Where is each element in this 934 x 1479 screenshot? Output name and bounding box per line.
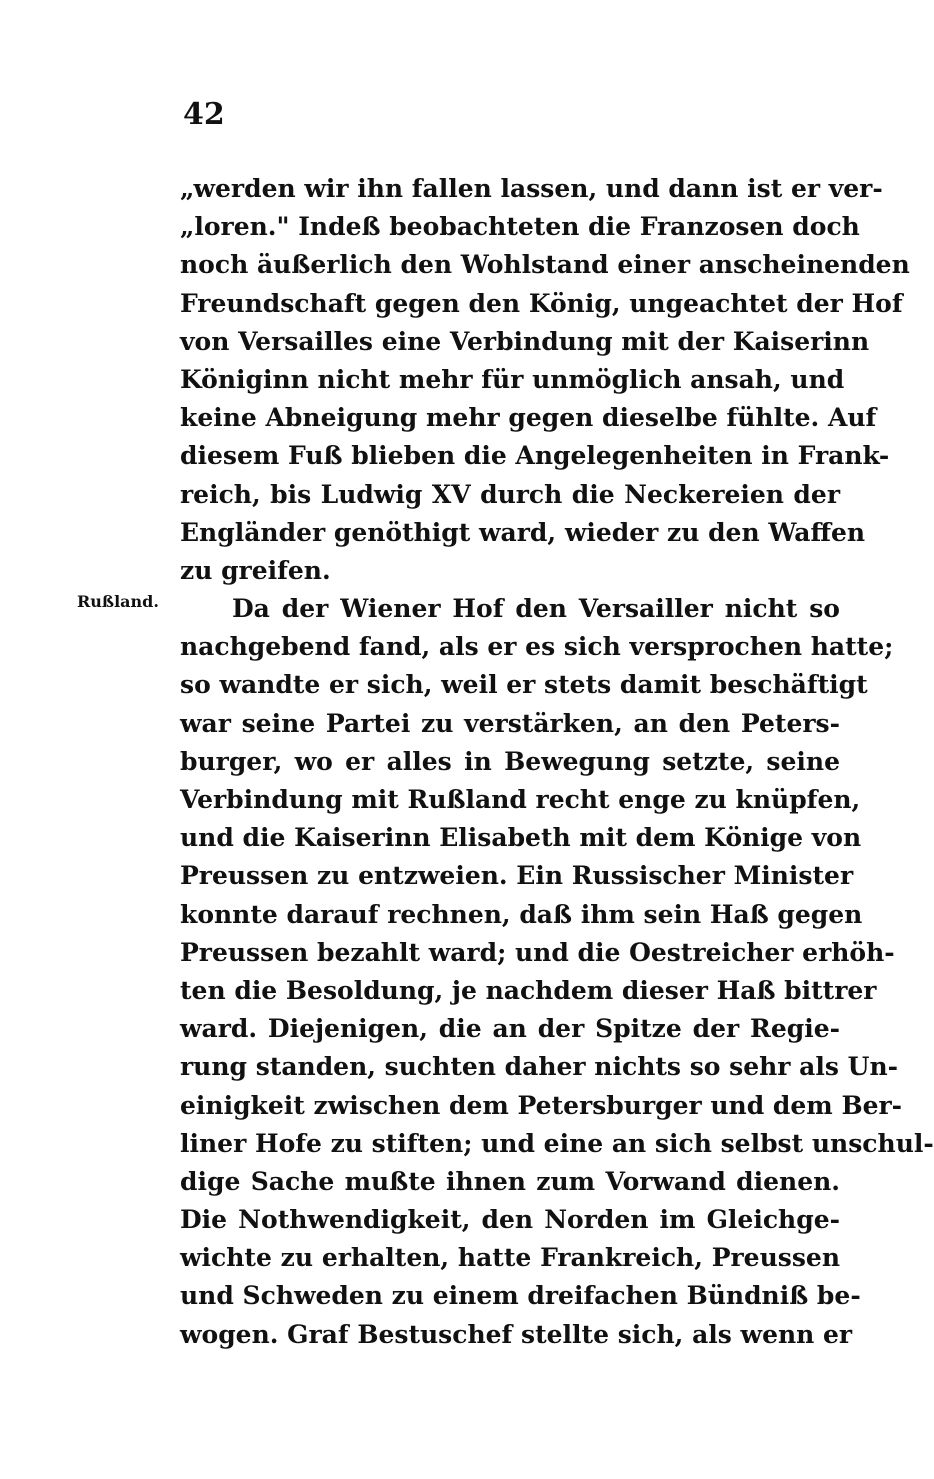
text-line: Preussen zu entzweien. Ein Russischer Minister (180, 861, 854, 891)
text-line: Preussen bezahlt ward; und die Oestreicher erhöh- (180, 937, 895, 967)
text-line: noch äußerlich den Wohlstand einer anscheinenden (180, 250, 910, 280)
page-number: 42 (183, 97, 225, 132)
text-line: nachgebend fand, als er es sich versprochen hatte; (180, 632, 894, 662)
text-line: Die Nothwendigkeit, den Norden im Gleichge- (180, 1205, 840, 1235)
text-line: ward. Diejenigen, die an der Spitze der Regie- (180, 1014, 840, 1044)
text-line: und Schweden zu einem dreifachen Bündniß be- (180, 1281, 861, 1311)
text-line: und die Kaiserinn Elisabeth mit dem Könige von (180, 823, 862, 853)
text-line: burger, wo er alles in Bewegung setzte, seine (180, 746, 840, 776)
text-line: Engländer genöthigt ward, wieder zu den Waffen (180, 517, 866, 547)
text-line: Königinn nicht mehr für unmöglich ansah, und (180, 364, 845, 394)
text-line: „loren." Indeß beobachteten die Franzosen doch (180, 212, 860, 242)
text-line: einigkeit zwischen dem Petersburger und dem Ber- (180, 1090, 903, 1120)
text-line: von Versailles eine Verbindung mit der Kaiserinn (180, 326, 870, 356)
text-line: ten die Besoldung, je nachdem dieser Haß bittrer (180, 975, 877, 1005)
text-line: keine Abneigung mehr gegen dieselbe fühlte. Auf (180, 403, 877, 433)
text-line: diesem Fuß blieben die Angelegenheiten in Frank- (180, 441, 890, 471)
text-line: war seine Partei zu verstärken, an den Peters- (180, 708, 840, 738)
text-line: so wandte er sich, weil er stets damit beschäftigt (180, 670, 868, 700)
text-line: Freundschaft gegen den König, ungeachtet der Hof (180, 288, 903, 318)
text-line: wichte zu erhalten, hatte Frankreich, Preussen (180, 1243, 840, 1273)
text-line: zu greifen. (180, 555, 331, 585)
text-line: dige Sache mußte ihnen zum Vorwand dienen. (180, 1166, 840, 1196)
text-line: Verbindung mit Rußland recht enge zu knüpfen, (180, 785, 861, 814)
text-line: wogen. Graf Bestuschef stellte sich, als wenn er (180, 1319, 853, 1349)
text-line: liner Hofe zu stiften; und eine an sich selbst unschul- (180, 1128, 934, 1158)
text-line: Da der Wiener Hof den Versailler nicht so (232, 594, 840, 624)
text-line: reich, bis Ludwig XV durch die Neckereien der (180, 479, 840, 509)
body-text (180, 170, 934, 1354)
text-line: „werden wir ihn fallen lassen, und dann ist er ver- (180, 174, 883, 203)
margin-note: Rußland. (77, 592, 159, 611)
text-line: konnte darauf rechnen, daß ihm sein Haß gegen (180, 899, 863, 929)
text-line: rung standen, suchten daher nichts so sehr als Un- (180, 1052, 899, 1082)
